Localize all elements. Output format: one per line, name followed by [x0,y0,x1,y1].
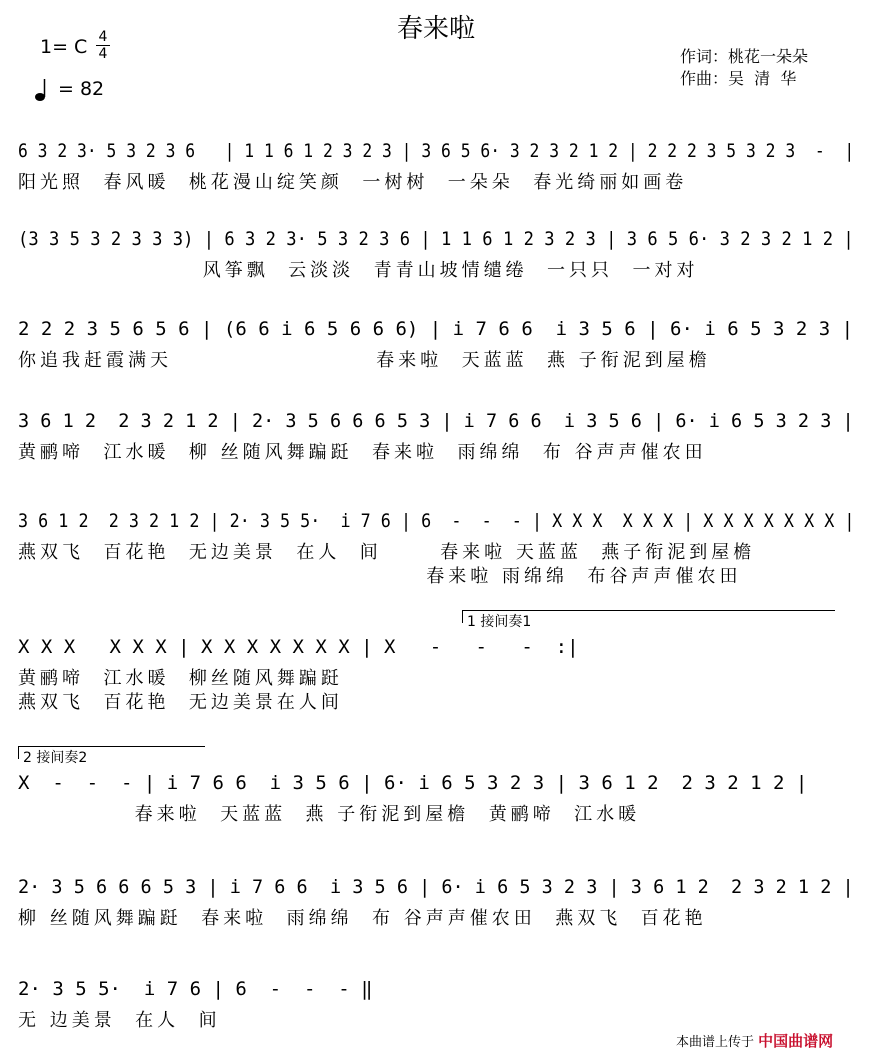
notation-row: (3 3 5 3 2 3 3 3) | 6 3 2 3· 5 3 2 3 6 | 1 1 6 1 2 3 2 3 | 3 6 5 6· 3 2 3 2 1 2 | [18,228,854,250]
footer-credit [676,1030,833,1051]
song-title: 春来啦 [396,14,475,44]
lyric-row: 春来啦 天蓝蓝 燕 子衔泥到屋檐 黄鹂啼 江水暖 [18,804,641,825]
tempo-marking: = 82 [58,78,105,100]
lyric-row: 你追我赶霞满天 春来啦 天蓝蓝 燕 子衔泥到屋檐 [18,350,711,371]
quarter-note-icon [34,78,50,102]
notation-row: X - - - | i 7 6 6 i 3 5 6 | 6· i 6 5 3 2 3 | 3 6 1 2 2 3 2 1 2 | [18,772,808,794]
lyric-row: 春来啦 雨绵绵 布谷声声催农田 [18,566,742,587]
composer-credit: 作曲：吴 清 华 [680,69,797,88]
notation-row: X X X X X X | X X X X X X X | X - - - :| [18,636,579,658]
credits [680,46,808,90]
lyric-row: 风筝飘 云淡淡 青青山坡情缱绻 一只只 一对对 [18,260,699,281]
lyricist-credit: 作词：桃花一朵朵 [680,47,809,66]
lyric-row: 阳光照 春风暖 桃花漫山绽笑颜 一树树 一朵朵 春光绮丽如画卷 [18,172,688,193]
key-signature: 1= C [40,36,88,58]
footer-prefix: 本曲谱上传于 [676,1035,755,1050]
volta-label: 1 接间奏1 [467,614,532,630]
volta-bracket [462,610,835,630]
lyric-row: 黄鹂啼 江水暖 柳 丝随风舞蹁跹 春来啦 雨绵绵 布 谷声声催农田 [18,442,707,463]
notation-row: 2· 3 5 6 6 6 5 3 | i 7 6 6 i 3 5 6 | 6· i 6 5 3 2 3 | 3 6 1 2 2 3 2 1 2 | [18,876,854,898]
volta-bracket [18,746,205,766]
lyric-row: 黄鹂啼 江水暖 柳丝随风舞蹁跹 [18,668,343,689]
notation-row: 2 2 2 3 5 6 5 6 | (6 6 i 6 5 6 6 6) | i 7 6 6 i 3 5 6 | 6· i 6 5 3 2 3 | [18,318,854,340]
notation-row: 6 3 2 3· 5 3 2 3 6 | 1 1 6 1 2 3 2 3 | 3 6 5 6· 3 2 3 2 1 2 | 2 2 2 3 5 3 2 3 - | [18,140,855,162]
lyric-row: 无 边美景 在人 间 [18,1010,221,1031]
volta-label: 2 接间奏2 [23,750,88,766]
notation-row: 3 6 1 2 2 3 2 1 2 | 2· 3 5 6 6 6 5 3 | i 7 6 6 i 3 5 6 | 6· i 6 5 3 2 3 | [18,410,854,432]
notation-row: 2· 3 5 5· i 7 6 | 6 - - - ‖ [18,978,373,1000]
lyric-row: 燕双飞 百花艳 无边美景在人间 [18,692,343,713]
lyric-row: 柳 丝随风舞蹁跹 春来啦 雨绵绵 布 谷声声催农田 燕双飞 百花艳 [18,908,707,929]
lyric-row: 燕双飞 百花艳 无边美景 在人 间 春来啦 天蓝蓝 燕子衔泥到屋檐 [18,542,756,563]
time-signature: 4 4 [96,30,110,61]
notation-row: 3 6 1 2 2 3 2 1 2 | 2· 3 5 5· i 7 6 | 6 - - - | X X X X X X | X X X X X X X | [18,510,855,532]
footer-site-logo: 中国曲谱网 [758,1032,834,1050]
